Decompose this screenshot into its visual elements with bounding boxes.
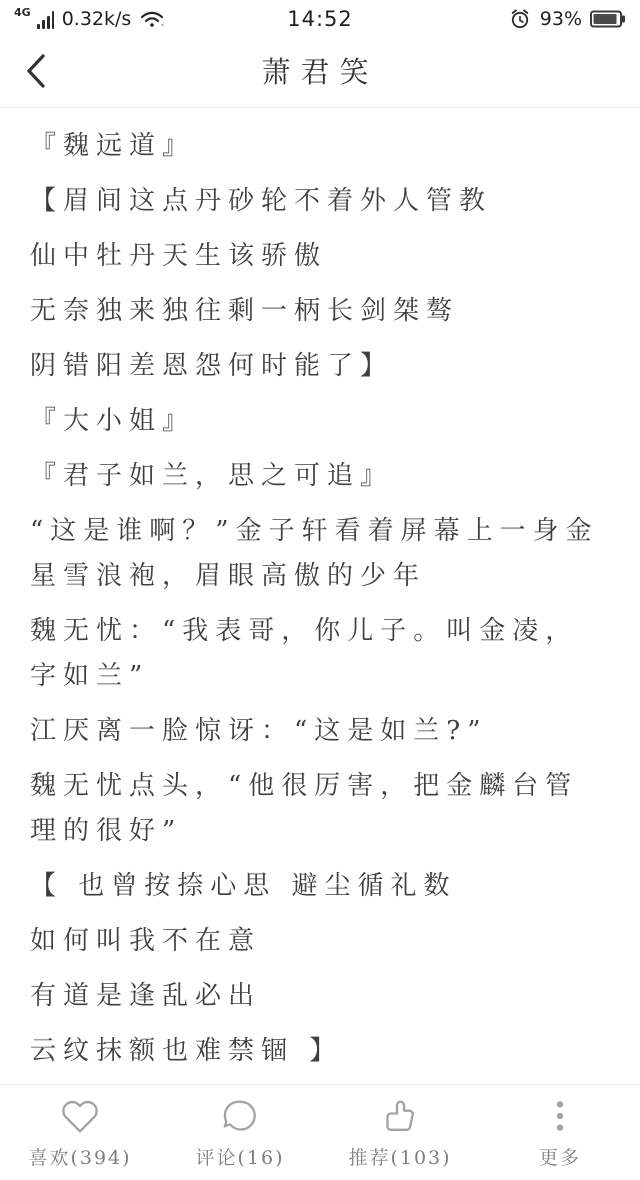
nav-bar: [0, 34, 640, 108]
paragraph: 如何叫我不在意: [30, 926, 262, 956]
more-label: 更多: [538, 1147, 581, 1169]
network-type-label: 4G: [14, 5, 31, 19]
paragraph: 『魏远道』: [30, 131, 196, 161]
battery-percent: 93%: [539, 8, 582, 30]
alarm-clock-icon: [508, 7, 532, 31]
chevron-left-icon: [24, 53, 48, 89]
paragraph: 魏无忧点头，“他很厉害，把金麟台管理的很好”: [30, 771, 579, 846]
status-time: 14:52: [287, 7, 353, 31]
bottom-action-bar: [0, 1084, 640, 1180]
paragraph: 阴错阳差恩怨何时能了】: [30, 351, 394, 381]
paragraph: 魏无忧：“我表哥，你儿子。叫金凌，字如兰”: [30, 616, 579, 691]
paragraph: 江厌离一脸惊讶：“这是如兰?”: [30, 716, 488, 746]
paragraph: 仙中牡丹天生该骄傲: [30, 241, 328, 271]
page-title: 萧君笑: [261, 55, 379, 89]
battery-icon: [590, 9, 626, 29]
reading-content[interactable]: [0, 108, 640, 1084]
like-button[interactable]: [0, 1085, 160, 1180]
more-button[interactable]: [480, 1085, 640, 1180]
paragraph: 『君子如兰，思之可追』: [30, 461, 394, 491]
more-dots-icon: [540, 1095, 580, 1137]
paragraph: 有道是逢乱必出: [30, 981, 262, 1011]
paragraph: 【眉间这点丹砂轮不着外人管教: [30, 186, 493, 216]
like-label: 喜欢(394): [28, 1147, 132, 1169]
heart-icon: [60, 1095, 100, 1137]
paragraph: 【 也曾按捺心思 避尘循礼数: [30, 871, 457, 901]
thumbs-up-icon: [380, 1095, 420, 1137]
paragraph: 无奈独来独往剩一柄长剑桀骜: [30, 296, 460, 326]
paragraph: 云纹抹额也难禁锢 】: [30, 1036, 343, 1066]
paragraph: 『大小姐』: [30, 406, 196, 436]
status-bar: [0, 0, 640, 34]
signal-strength-icon: [37, 9, 54, 29]
back-button[interactable]: [24, 52, 58, 90]
paragraph: “这是谁啊？”金子轩看着屏幕上一身金星雪浪袍，眉眼高傲的少年: [30, 516, 599, 591]
wifi-icon: [139, 8, 165, 30]
comment-button[interactable]: [160, 1085, 320, 1180]
recommend-label: 推荐(103): [348, 1147, 452, 1169]
comment-label: 评论(16): [195, 1147, 285, 1169]
network-speed: 0.32k/s: [61, 8, 132, 30]
comment-icon: [220, 1095, 260, 1137]
recommend-button[interactable]: [320, 1085, 480, 1180]
